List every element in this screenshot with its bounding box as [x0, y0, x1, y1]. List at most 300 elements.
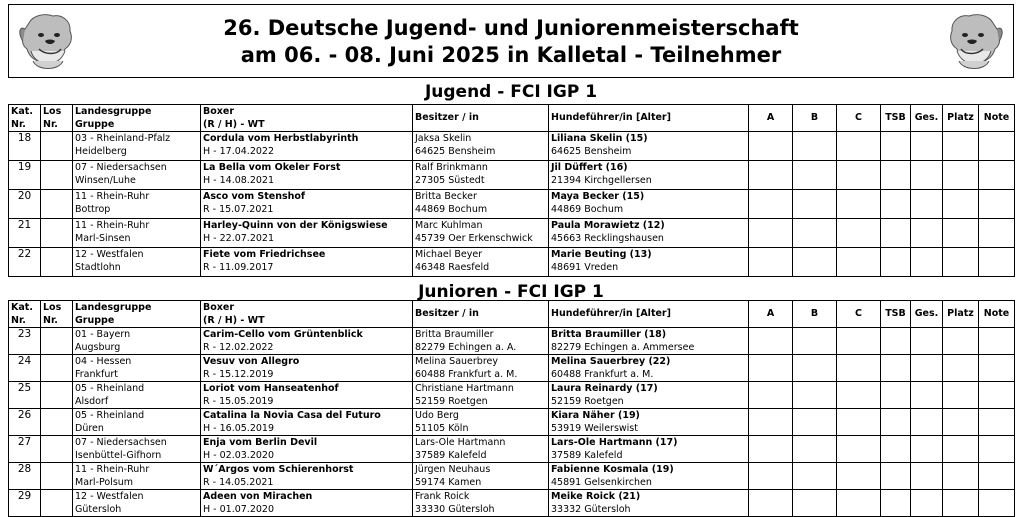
col-kat-header-line-1: Kat.: [11, 106, 33, 117]
boxer-cell: [201, 132, 413, 161]
table-row: [9, 190, 1015, 219]
boxer-line-1: Fiete vom Friedrichsee: [203, 249, 326, 260]
col-kat-header-line-2: Nr.: [11, 315, 26, 326]
table-row: [9, 219, 1015, 248]
kat-nr-cell: 20: [9, 190, 41, 219]
table-row: [9, 463, 1015, 490]
col-note-header: Note: [979, 105, 1015, 132]
landesgruppe-line-1: 12 - Westfalen: [75, 491, 144, 502]
kat-nr-cell: 24: [9, 355, 41, 382]
besitzer-line-2: 37589 Kalefeld: [415, 450, 487, 461]
boxer-cell: [201, 382, 413, 409]
score-ges-cell: [911, 355, 943, 382]
kat-nr-cell: 27: [9, 436, 41, 463]
col-kat-header-line-1: Kat.: [11, 302, 33, 313]
col-landesgruppe-header-line-1: Landesgruppe: [75, 302, 152, 313]
kat-nr-cell: 21: [9, 219, 41, 248]
score-ges-cell: [911, 409, 943, 436]
boxer-line-2: H - 16.05.2019: [203, 423, 275, 434]
landesgruppe-line-1: 04 - Hessen: [75, 356, 132, 367]
los-nr-cell: [41, 132, 73, 161]
score-a-cell: [749, 132, 793, 161]
landesgruppe-cell: [73, 355, 201, 382]
los-nr-cell: [41, 409, 73, 436]
landesgruppe-line-1: 03 - Rheinland-Pfalz: [75, 133, 171, 144]
boxer-cell: [201, 436, 413, 463]
los-nr-cell: [41, 328, 73, 355]
col-landesgruppe-header-line-2: Gruppe: [75, 315, 115, 326]
score-tsb-cell: [881, 490, 911, 517]
boxer-dog-logo-right: [943, 11, 1007, 73]
table-row: [9, 436, 1015, 463]
besitzer-cell: [413, 132, 549, 161]
col-ges-header: Ges.: [911, 105, 943, 132]
col-los-header-line-2: Nr.: [43, 315, 58, 326]
boxer-dog-logo-left: [15, 11, 79, 73]
score-platz-cell: [943, 161, 979, 190]
score-b-cell: [793, 382, 837, 409]
col-note-header: Note: [979, 301, 1015, 328]
col-tsb-header: TSB: [881, 301, 911, 328]
score-b-cell: [793, 219, 837, 248]
landesgruppe-line-2: Marl-Polsum: [75, 477, 134, 488]
kat-nr-cell: 22: [9, 248, 41, 277]
page-title: [89, 15, 933, 69]
score-a-cell: [749, 161, 793, 190]
besitzer-line-1: Jaksa Skelin: [415, 133, 472, 144]
landesgruppe-cell: [73, 463, 201, 490]
kat-nr-cell: 23: [9, 328, 41, 355]
boxer-line-1: Enja vom Berlin Devil: [203, 437, 318, 448]
landesgruppe-line-2: Düren: [75, 423, 104, 434]
los-nr-cell: [41, 436, 73, 463]
score-platz-cell: [943, 219, 979, 248]
besitzer-line-2: 82279 Echingen a. A.: [415, 342, 517, 353]
col-los-header-line-2: Nr.: [43, 119, 58, 130]
score-c-cell: [837, 436, 881, 463]
boxer-line-2: R - 11.09.2017: [203, 262, 274, 273]
besitzer-line-2: 59174 Kamen: [415, 477, 482, 488]
score-tsb-cell: [881, 190, 911, 219]
hundefuehrer-line-1: Laura Reinardy (17): [551, 383, 658, 394]
boxer-line-1: Asco vom Stenshof: [203, 191, 306, 202]
hundefuehrer-line-2: 52159 Roetgen: [551, 396, 624, 407]
score-c-cell: [837, 161, 881, 190]
col-ges-header: Ges.: [911, 301, 943, 328]
score-note-cell: [979, 409, 1015, 436]
table-row: [9, 409, 1015, 436]
score-a-cell: [749, 190, 793, 219]
landesgruppe-cell: [73, 248, 201, 277]
score-b-cell: [793, 490, 837, 517]
hundefuehrer-line-1: Liliana Skelin (15): [551, 133, 648, 144]
landesgruppe-line-2: Winsen/Luhe: [75, 175, 136, 186]
col-b-header: B: [793, 105, 837, 132]
hundefuehrer-line-1: Fabienne Kosmala (19): [551, 464, 674, 475]
score-tsb-cell: [881, 328, 911, 355]
col-boxer-header-line-1: Boxer: [203, 106, 235, 117]
score-a-cell: [749, 328, 793, 355]
boxer-line-1: W´Argos vom Schierenhorst: [203, 464, 354, 475]
score-ges-cell: [911, 132, 943, 161]
hundefuehrer-line-2: 64625 Bensheim: [551, 146, 632, 157]
hundefuehrer-cell: [549, 490, 749, 517]
boxer-cell: [201, 463, 413, 490]
besitzer-line-1: Frank Roick: [415, 491, 470, 502]
score-b-cell: [793, 409, 837, 436]
col-boxer-header-line-2: (R / H) - WT: [203, 119, 265, 130]
col-boxer-header: [201, 105, 413, 132]
score-ges-cell: [911, 463, 943, 490]
score-c-cell: [837, 409, 881, 436]
score-ges-cell: [911, 382, 943, 409]
score-ges-cell: [911, 328, 943, 355]
hundefuehrer-line-2: 44869 Bochum: [551, 204, 624, 215]
besitzer-cell: [413, 490, 549, 517]
landesgruppe-cell: [73, 436, 201, 463]
boxer-line-1: Adeen von Mirachen: [203, 491, 313, 502]
score-b-cell: [793, 132, 837, 161]
score-c-cell: [837, 219, 881, 248]
score-a-cell: [749, 436, 793, 463]
col-a-header: A: [749, 105, 793, 132]
col-los-header-line-1: Los: [43, 106, 62, 117]
col-hundefuehrer-header: Hundeführer/in [Alter]: [549, 301, 749, 328]
score-a-cell: [749, 219, 793, 248]
hundefuehrer-cell: [549, 355, 749, 382]
score-tsb-cell: [881, 436, 911, 463]
besitzer-cell: [413, 190, 549, 219]
score-note-cell: [979, 355, 1015, 382]
landesgruppe-line-2: Bottrop: [75, 204, 111, 215]
table-row: [9, 328, 1015, 355]
score-b-cell: [793, 190, 837, 219]
landesgruppe-cell: [73, 190, 201, 219]
score-note-cell: [979, 190, 1015, 219]
landesgruppe-line-1: 01 - Bayern: [75, 329, 131, 340]
col-boxer-header: [201, 301, 413, 328]
hundefuehrer-line-1: Britta Braumiller (18): [551, 329, 667, 340]
boxer-line-2: R - 15.05.2019: [203, 396, 274, 407]
score-platz-cell: [943, 490, 979, 517]
score-platz-cell: [943, 409, 979, 436]
col-landesgruppe-header-line-1: Landesgruppe: [75, 106, 152, 117]
landesgruppe-line-1: 11 - Rhein-Ruhr: [75, 464, 150, 475]
landesgruppe-cell: [73, 382, 201, 409]
score-ges-cell: [911, 490, 943, 517]
score-platz-cell: [943, 132, 979, 161]
boxer-line-2: R - 14.05.2021: [203, 477, 274, 488]
title-line-2: am 06. - 08. Juni 2025 in Kalletal - Teilnehmer: [240, 43, 782, 67]
landesgruppe-line-2: Alsdorf: [75, 396, 109, 407]
besitzer-line-1: Britta Becker: [415, 191, 477, 202]
besitzer-line-2: 64625 Bensheim: [415, 146, 496, 157]
hundefuehrer-line-1: Paula Morawietz (12): [551, 220, 665, 231]
besitzer-line-2: 45739 Oer Erkenschwick: [415, 233, 533, 244]
boxer-line-1: Cordula vom Herbstlabyrinth: [203, 133, 359, 144]
score-c-cell: [837, 355, 881, 382]
score-tsb-cell: [881, 382, 911, 409]
col-besitzer-header: Besitzer / in: [413, 301, 549, 328]
besitzer-line-2: 44869 Bochum: [415, 204, 488, 215]
score-a-cell: [749, 490, 793, 517]
title-line-1: 26. Deutsche Jugend- und Juniorenmeisterschaft: [223, 16, 799, 40]
besitzer-line-1: Britta Braumiller: [415, 329, 494, 340]
landesgruppe-line-1: 11 - Rhein-Ruhr: [75, 220, 150, 231]
col-los-header-line-1: Los: [43, 302, 62, 313]
boxer-cell: [201, 328, 413, 355]
score-platz-cell: [943, 190, 979, 219]
hundefuehrer-cell: [549, 382, 749, 409]
landesgruppe-line-1: 05 - Rheinland: [75, 410, 145, 421]
los-nr-cell: [41, 382, 73, 409]
hundefuehrer-cell: [549, 161, 749, 190]
score-tsb-cell: [881, 463, 911, 490]
boxer-line-2: R - 12.02.2022: [203, 342, 274, 353]
los-nr-cell: [41, 355, 73, 382]
boxer-line-2: H - 17.04.2022: [203, 146, 275, 157]
score-ges-cell: [911, 436, 943, 463]
score-b-cell: [793, 248, 837, 277]
score-note-cell: [979, 436, 1015, 463]
los-nr-cell: [41, 161, 73, 190]
boxer-line-2: R - 15.12.2019: [203, 369, 274, 380]
table-row: [9, 132, 1015, 161]
score-ges-cell: [911, 190, 943, 219]
score-platz-cell: [943, 436, 979, 463]
boxer-cell: [201, 248, 413, 277]
landesgruppe-line-1: 05 - Rheinland: [75, 383, 145, 394]
table-row: [9, 161, 1015, 190]
boxer-cell: [201, 355, 413, 382]
besitzer-cell: [413, 382, 549, 409]
score-note-cell: [979, 132, 1015, 161]
header-box: [8, 4, 1014, 78]
los-nr-cell: [41, 490, 73, 517]
score-b-cell: [793, 161, 837, 190]
landesgruppe-line-1: 07 - Niedersachsen: [75, 437, 167, 448]
score-note-cell: [979, 463, 1015, 490]
boxer-line-2: H - 02.03.2020: [203, 450, 275, 461]
col-c-header: C: [837, 105, 881, 132]
score-platz-cell: [943, 382, 979, 409]
besitzer-line-1: Michael Beyer: [415, 249, 483, 260]
boxer-line-2: H - 14.08.2021: [203, 175, 275, 186]
score-a-cell: [749, 382, 793, 409]
besitzer-line-1: Ralf Brinkmann: [415, 162, 488, 173]
boxer-line-1: Vesuv von Allegro: [203, 356, 300, 367]
score-ges-cell: [911, 161, 943, 190]
score-tsb-cell: [881, 355, 911, 382]
score-b-cell: [793, 328, 837, 355]
landesgruppe-cell: [73, 132, 201, 161]
besitzer-cell: [413, 409, 549, 436]
landesgruppe-line-1: 12 - Westfalen: [75, 249, 144, 260]
besitzer-cell: [413, 436, 549, 463]
hundefuehrer-line-2: 82279 Echingen a. Ammersee: [551, 342, 695, 353]
header-row: [9, 301, 1015, 328]
boxer-cell: [201, 490, 413, 517]
boxer-cell: [201, 219, 413, 248]
hundefuehrer-line-1: Melina Sauerbrey (22): [551, 356, 671, 367]
los-nr-cell: [41, 248, 73, 277]
table-row: [9, 382, 1015, 409]
hundefuehrer-line-2: 37589 Kalefeld: [551, 450, 623, 461]
hundefuehrer-cell: [549, 409, 749, 436]
landesgruppe-line-2: Frankfurt: [75, 369, 119, 380]
hundefuehrer-line-2: 33332 Gütersloh: [551, 504, 631, 515]
table-row: [9, 355, 1015, 382]
score-b-cell: [793, 436, 837, 463]
landesgruppe-line-1: 07 - Niedersachsen: [75, 162, 167, 173]
hundefuehrer-line-2: 60488 Frankfurt a. M.: [551, 369, 654, 380]
score-a-cell: [749, 409, 793, 436]
score-note-cell: [979, 382, 1015, 409]
besitzer-line-2: 51105 Köln: [415, 423, 469, 434]
hundefuehrer-line-1: Kiara Näher (19): [551, 410, 640, 421]
boxer-line-1: Catalina la Novia Casa del Futuro: [203, 410, 381, 421]
landesgruppe-line-2: Augsburg: [75, 342, 121, 353]
hundefuehrer-line-1: Lars-Ole Hartmann (17): [551, 437, 678, 448]
los-nr-cell: [41, 190, 73, 219]
besitzer-cell: [413, 248, 549, 277]
landesgruppe-line-1: 11 - Rhein-Ruhr: [75, 191, 150, 202]
los-nr-cell: [41, 463, 73, 490]
landesgruppe-cell: [73, 328, 201, 355]
score-tsb-cell: [881, 219, 911, 248]
jugend-table: [8, 104, 1015, 277]
hundefuehrer-line-1: Jil Düffert (16): [551, 162, 628, 173]
col-b-header: B: [793, 301, 837, 328]
col-kat-header: [9, 105, 41, 132]
score-platz-cell: [943, 463, 979, 490]
score-c-cell: [837, 248, 881, 277]
score-a-cell: [749, 463, 793, 490]
col-besitzer-header: Besitzer / in: [413, 105, 549, 132]
hundefuehrer-cell: [549, 328, 749, 355]
besitzer-line-1: Jürgen Neuhaus: [415, 464, 491, 475]
junioren-table: [8, 300, 1015, 517]
col-boxer-header-line-2: (R / H) - WT: [203, 315, 265, 326]
besitzer-line-2: 60488 Frankfurt a. M.: [415, 369, 518, 380]
hundefuehrer-cell: [549, 132, 749, 161]
boxer-cell: [201, 190, 413, 219]
besitzer-line-2: 27305 Süstedt: [415, 175, 485, 186]
hundefuehrer-cell: [549, 436, 749, 463]
boxer-line-1: Loriot vom Hanseatenhof: [203, 383, 339, 394]
score-ges-cell: [911, 219, 943, 248]
col-a-header: A: [749, 301, 793, 328]
col-landesgruppe-header: [73, 105, 201, 132]
hundefuehrer-line-2: 48691 Vreden: [551, 262, 619, 273]
score-tsb-cell: [881, 161, 911, 190]
hundefuehrer-cell: [549, 463, 749, 490]
col-tsb-header: TSB: [881, 105, 911, 132]
score-note-cell: [979, 248, 1015, 277]
col-landesgruppe-header: [73, 301, 201, 328]
score-c-cell: [837, 190, 881, 219]
score-ges-cell: [911, 248, 943, 277]
besitzer-line-2: 52159 Roetgen: [415, 396, 488, 407]
besitzer-line-1: Melina Sauerbrey: [415, 356, 498, 367]
landesgruppe-line-2: Gütersloh: [75, 504, 122, 515]
landesgruppe-line-2: Heidelberg: [75, 146, 127, 157]
landesgruppe-cell: [73, 490, 201, 517]
landesgruppe-cell: [73, 219, 201, 248]
besitzer-line-2: 46348 Raesfeld: [415, 262, 490, 273]
header-row: [9, 105, 1015, 132]
score-b-cell: [793, 355, 837, 382]
boxer-cell: [201, 409, 413, 436]
hundefuehrer-cell: [549, 219, 749, 248]
score-platz-cell: [943, 355, 979, 382]
hundefuehrer-line-1: Maya Becker (15): [551, 191, 645, 202]
col-kat-header: [9, 301, 41, 328]
col-los-header: [41, 301, 73, 328]
hundefuehrer-line-2: 45891 Gelsenkirchen: [551, 477, 652, 488]
table-row: [9, 490, 1015, 517]
besitzer-cell: [413, 161, 549, 190]
kat-nr-cell: 26: [9, 409, 41, 436]
col-platz-header: Platz: [943, 105, 979, 132]
col-los-header: [41, 105, 73, 132]
kat-nr-cell: 25: [9, 382, 41, 409]
score-note-cell: [979, 161, 1015, 190]
hundefuehrer-line-2: 21394 Kirchgellersen: [551, 175, 652, 186]
landesgruppe-line-2: Marl-Sinsen: [75, 233, 131, 244]
score-c-cell: [837, 328, 881, 355]
score-tsb-cell: [881, 409, 911, 436]
score-platz-cell: [943, 248, 979, 277]
score-c-cell: [837, 463, 881, 490]
hundefuehrer-line-2: 45663 Recklingshausen: [551, 233, 664, 244]
kat-nr-cell: 18: [9, 132, 41, 161]
hundefuehrer-line-1: Marie Beuting (13): [551, 249, 652, 260]
col-c-header: C: [837, 301, 881, 328]
landesgruppe-line-2: Isenbüttel-Gifhorn: [75, 450, 162, 461]
col-kat-header-line-2: Nr.: [11, 119, 26, 130]
besitzer-cell: [413, 219, 549, 248]
boxer-line-2: H - 01.07.2020: [203, 504, 275, 515]
besitzer-line-1: Marc Kuhlman: [415, 220, 483, 231]
besitzer-cell: [413, 355, 549, 382]
boxer-line-2: R - 15.07.2021: [203, 204, 274, 215]
hundefuehrer-line-1: Meike Roick (21): [551, 491, 641, 502]
hundefuehrer-line-2: 53919 Weilerswist: [551, 423, 638, 434]
score-c-cell: [837, 490, 881, 517]
boxer-line-1: Harley-Quinn von der Königswiese: [203, 220, 388, 231]
score-a-cell: [749, 355, 793, 382]
landesgruppe-cell: [73, 161, 201, 190]
boxer-line-1: Carim-Cello vom Grüntenblick: [203, 329, 363, 340]
score-b-cell: [793, 463, 837, 490]
besitzer-cell: [413, 463, 549, 490]
score-tsb-cell: [881, 132, 911, 161]
score-tsb-cell: [881, 248, 911, 277]
landesgruppe-line-2: Stadtlohn: [75, 262, 121, 273]
boxer-cell: [201, 161, 413, 190]
besitzer-line-1: Lars-Ole Hartmann: [415, 437, 506, 448]
boxer-line-1: La Bella vom Okeler Forst: [203, 162, 341, 173]
score-note-cell: [979, 219, 1015, 248]
score-c-cell: [837, 382, 881, 409]
besitzer-line-1: Udo Berg: [415, 410, 459, 421]
section-title-junioren: Junioren - FCI IGP 1: [418, 282, 604, 302]
landesgruppe-cell: [73, 409, 201, 436]
hundefuehrer-cell: [549, 248, 749, 277]
score-platz-cell: [943, 328, 979, 355]
col-hundefuehrer-header: Hundeführer/in [Alter]: [549, 105, 749, 132]
